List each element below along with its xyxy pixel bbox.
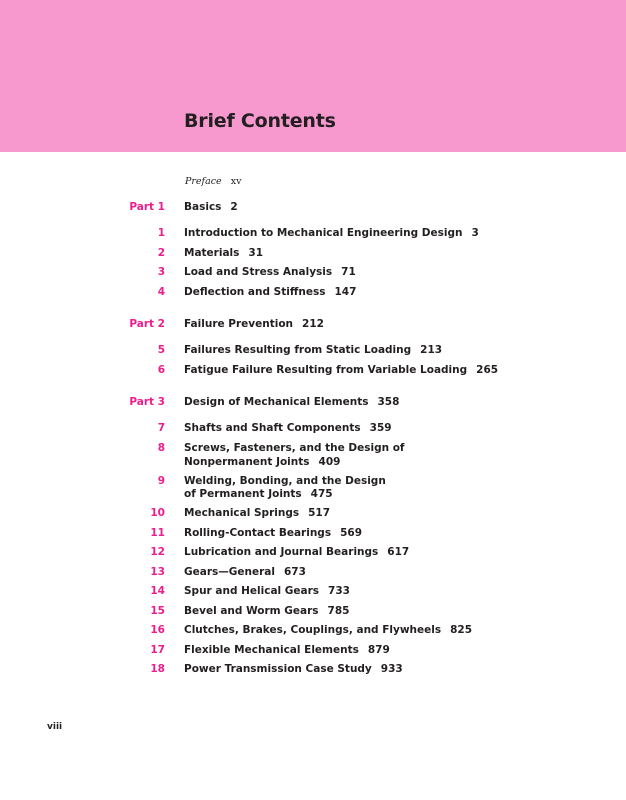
entry-page: 212 bbox=[302, 318, 324, 330]
entry-page: 71 bbox=[341, 266, 356, 278]
entry-text bbox=[184, 642, 390, 658]
part-row bbox=[0, 394, 626, 410]
chapter-row bbox=[0, 564, 626, 580]
entry-title: Shafts and Shaft Components bbox=[184, 422, 361, 434]
chapter-number: 17 bbox=[150, 644, 165, 656]
entry-page: 358 bbox=[377, 396, 400, 408]
part-number: Part 1 bbox=[129, 201, 165, 213]
entry-page: 475 bbox=[310, 488, 333, 500]
entry-page: 2 bbox=[230, 201, 238, 213]
entry-text bbox=[184, 342, 442, 358]
entry-text bbox=[184, 225, 479, 241]
chapter-row bbox=[0, 225, 626, 241]
chapter-number: 2 bbox=[157, 247, 165, 259]
entry-text bbox=[184, 245, 263, 261]
entry-page: 879 bbox=[367, 644, 390, 656]
page-folio: viii bbox=[47, 722, 63, 732]
entry-title: Rolling-Contact Bearings bbox=[184, 527, 332, 539]
chapter-row bbox=[0, 420, 626, 436]
entry-title: Deflection and Stiffness bbox=[184, 286, 326, 298]
entry-page: 733 bbox=[328, 585, 350, 597]
entry-title: Clutches, Brakes, Couplings, and Flywheels bbox=[184, 624, 442, 636]
entry-text bbox=[184, 316, 324, 332]
entry-title: Welding, Bonding, and the Design bbox=[184, 475, 386, 487]
chapter-row bbox=[0, 642, 626, 658]
entry-page: 617 bbox=[387, 546, 410, 558]
entry-page: 825 bbox=[450, 624, 473, 636]
entry-title: Gears—General bbox=[184, 566, 275, 578]
entry-text bbox=[184, 362, 498, 378]
preface-entry bbox=[185, 176, 241, 187]
entry-title: Load and Stress Analysis bbox=[184, 266, 333, 278]
entry-page: 3 bbox=[471, 227, 479, 239]
entry-page: 409 bbox=[318, 456, 341, 468]
entry-text bbox=[184, 486, 333, 502]
chapter-number: 11 bbox=[150, 527, 165, 539]
entry-text bbox=[184, 264, 356, 280]
entry-title: Mechanical Springs bbox=[184, 507, 300, 519]
entry-page: 673 bbox=[283, 566, 306, 578]
chapter-row bbox=[0, 284, 626, 300]
chapter-row-continuation bbox=[0, 486, 626, 502]
entry-title-line2: of Permanent Joints bbox=[184, 488, 302, 500]
entry-page: 213 bbox=[420, 344, 443, 356]
entry-title: Screws, Fasteners, and the Design of bbox=[184, 442, 405, 454]
entry-title: Bevel and Worm Gears bbox=[184, 605, 319, 617]
entry-text bbox=[184, 564, 306, 580]
part-number: Part 3 bbox=[129, 396, 165, 408]
entry-title: Design of Mechanical Elements bbox=[184, 396, 369, 408]
entry-text bbox=[184, 394, 399, 410]
chapter-row bbox=[0, 583, 626, 599]
entry-title: Power Transmission Case Study bbox=[184, 663, 372, 675]
preface-label: Preface bbox=[185, 176, 222, 187]
chapter-number: 10 bbox=[150, 507, 165, 519]
entry-title: Spur and Helical Gears bbox=[184, 585, 320, 597]
entry-page: 517 bbox=[308, 507, 331, 519]
entry-title: Flexible Mechanical Elements bbox=[184, 644, 359, 656]
chapter-number: 6 bbox=[157, 364, 165, 376]
chapter-number: 9 bbox=[157, 475, 165, 487]
entry-text bbox=[184, 525, 362, 541]
part-row bbox=[0, 199, 626, 215]
entry-page: 569 bbox=[340, 527, 362, 539]
page-title: Brief Contents bbox=[184, 110, 336, 132]
chapter-row bbox=[0, 622, 626, 638]
chapter-row bbox=[0, 245, 626, 261]
entry-text bbox=[184, 622, 472, 638]
chapter-number: 5 bbox=[157, 344, 165, 356]
entry-text bbox=[184, 199, 238, 215]
chapter-number: 14 bbox=[150, 585, 165, 597]
chapter-number: 15 bbox=[150, 605, 165, 617]
entry-text bbox=[184, 284, 356, 300]
preface-page: xv bbox=[230, 176, 242, 187]
chapter-number: 16 bbox=[150, 624, 165, 636]
chapter-number: 1 bbox=[157, 227, 165, 239]
chapter-number: 3 bbox=[157, 266, 165, 278]
chapter-row bbox=[0, 661, 626, 677]
entry-title: Failures Resulting from Static Loading bbox=[184, 344, 412, 356]
entry-title: Basics bbox=[184, 201, 222, 213]
entry-text bbox=[184, 661, 403, 677]
chapter-row bbox=[0, 264, 626, 280]
chapter-number: 12 bbox=[150, 546, 165, 558]
chapter-row bbox=[0, 505, 626, 521]
entry-text bbox=[184, 583, 350, 599]
chapter-row bbox=[0, 525, 626, 541]
entry-page: 785 bbox=[327, 605, 350, 617]
entry-title-line2: Nonpermanent Joints bbox=[184, 456, 310, 468]
entry-text bbox=[184, 505, 330, 521]
entry-page: 31 bbox=[248, 247, 264, 259]
entry-text bbox=[184, 544, 409, 560]
chapter-row-continuation bbox=[0, 454, 626, 470]
chapter-number: 7 bbox=[157, 422, 165, 434]
chapter-number: 8 bbox=[157, 442, 165, 454]
chapter-row bbox=[0, 603, 626, 619]
entry-title: Introduction to Mechanical Engineering Design bbox=[184, 227, 463, 239]
entry-page: 265 bbox=[476, 364, 499, 376]
chapter-number: 18 bbox=[150, 663, 165, 675]
entry-page: 147 bbox=[334, 286, 357, 298]
chapter-row bbox=[0, 342, 626, 358]
entry-title: Failure Prevention bbox=[184, 318, 294, 330]
entry-title: Materials bbox=[184, 247, 240, 259]
entry-page: 359 bbox=[369, 422, 392, 434]
entry-title: Lubrication and Journal Bearings bbox=[184, 546, 379, 558]
chapter-row bbox=[0, 362, 626, 378]
chapter-row bbox=[0, 544, 626, 560]
entry-text bbox=[184, 603, 349, 619]
chapter-number: 4 bbox=[157, 286, 165, 298]
entry-text bbox=[184, 454, 340, 470]
part-row bbox=[0, 316, 626, 332]
chapter-number: 13 bbox=[150, 566, 165, 578]
entry-title: Fatigue Failure Resulting from Variable Loading bbox=[184, 364, 468, 376]
part-number: Part 2 bbox=[129, 318, 165, 330]
entry-text bbox=[184, 420, 392, 436]
entry-page: 933 bbox=[380, 663, 403, 675]
